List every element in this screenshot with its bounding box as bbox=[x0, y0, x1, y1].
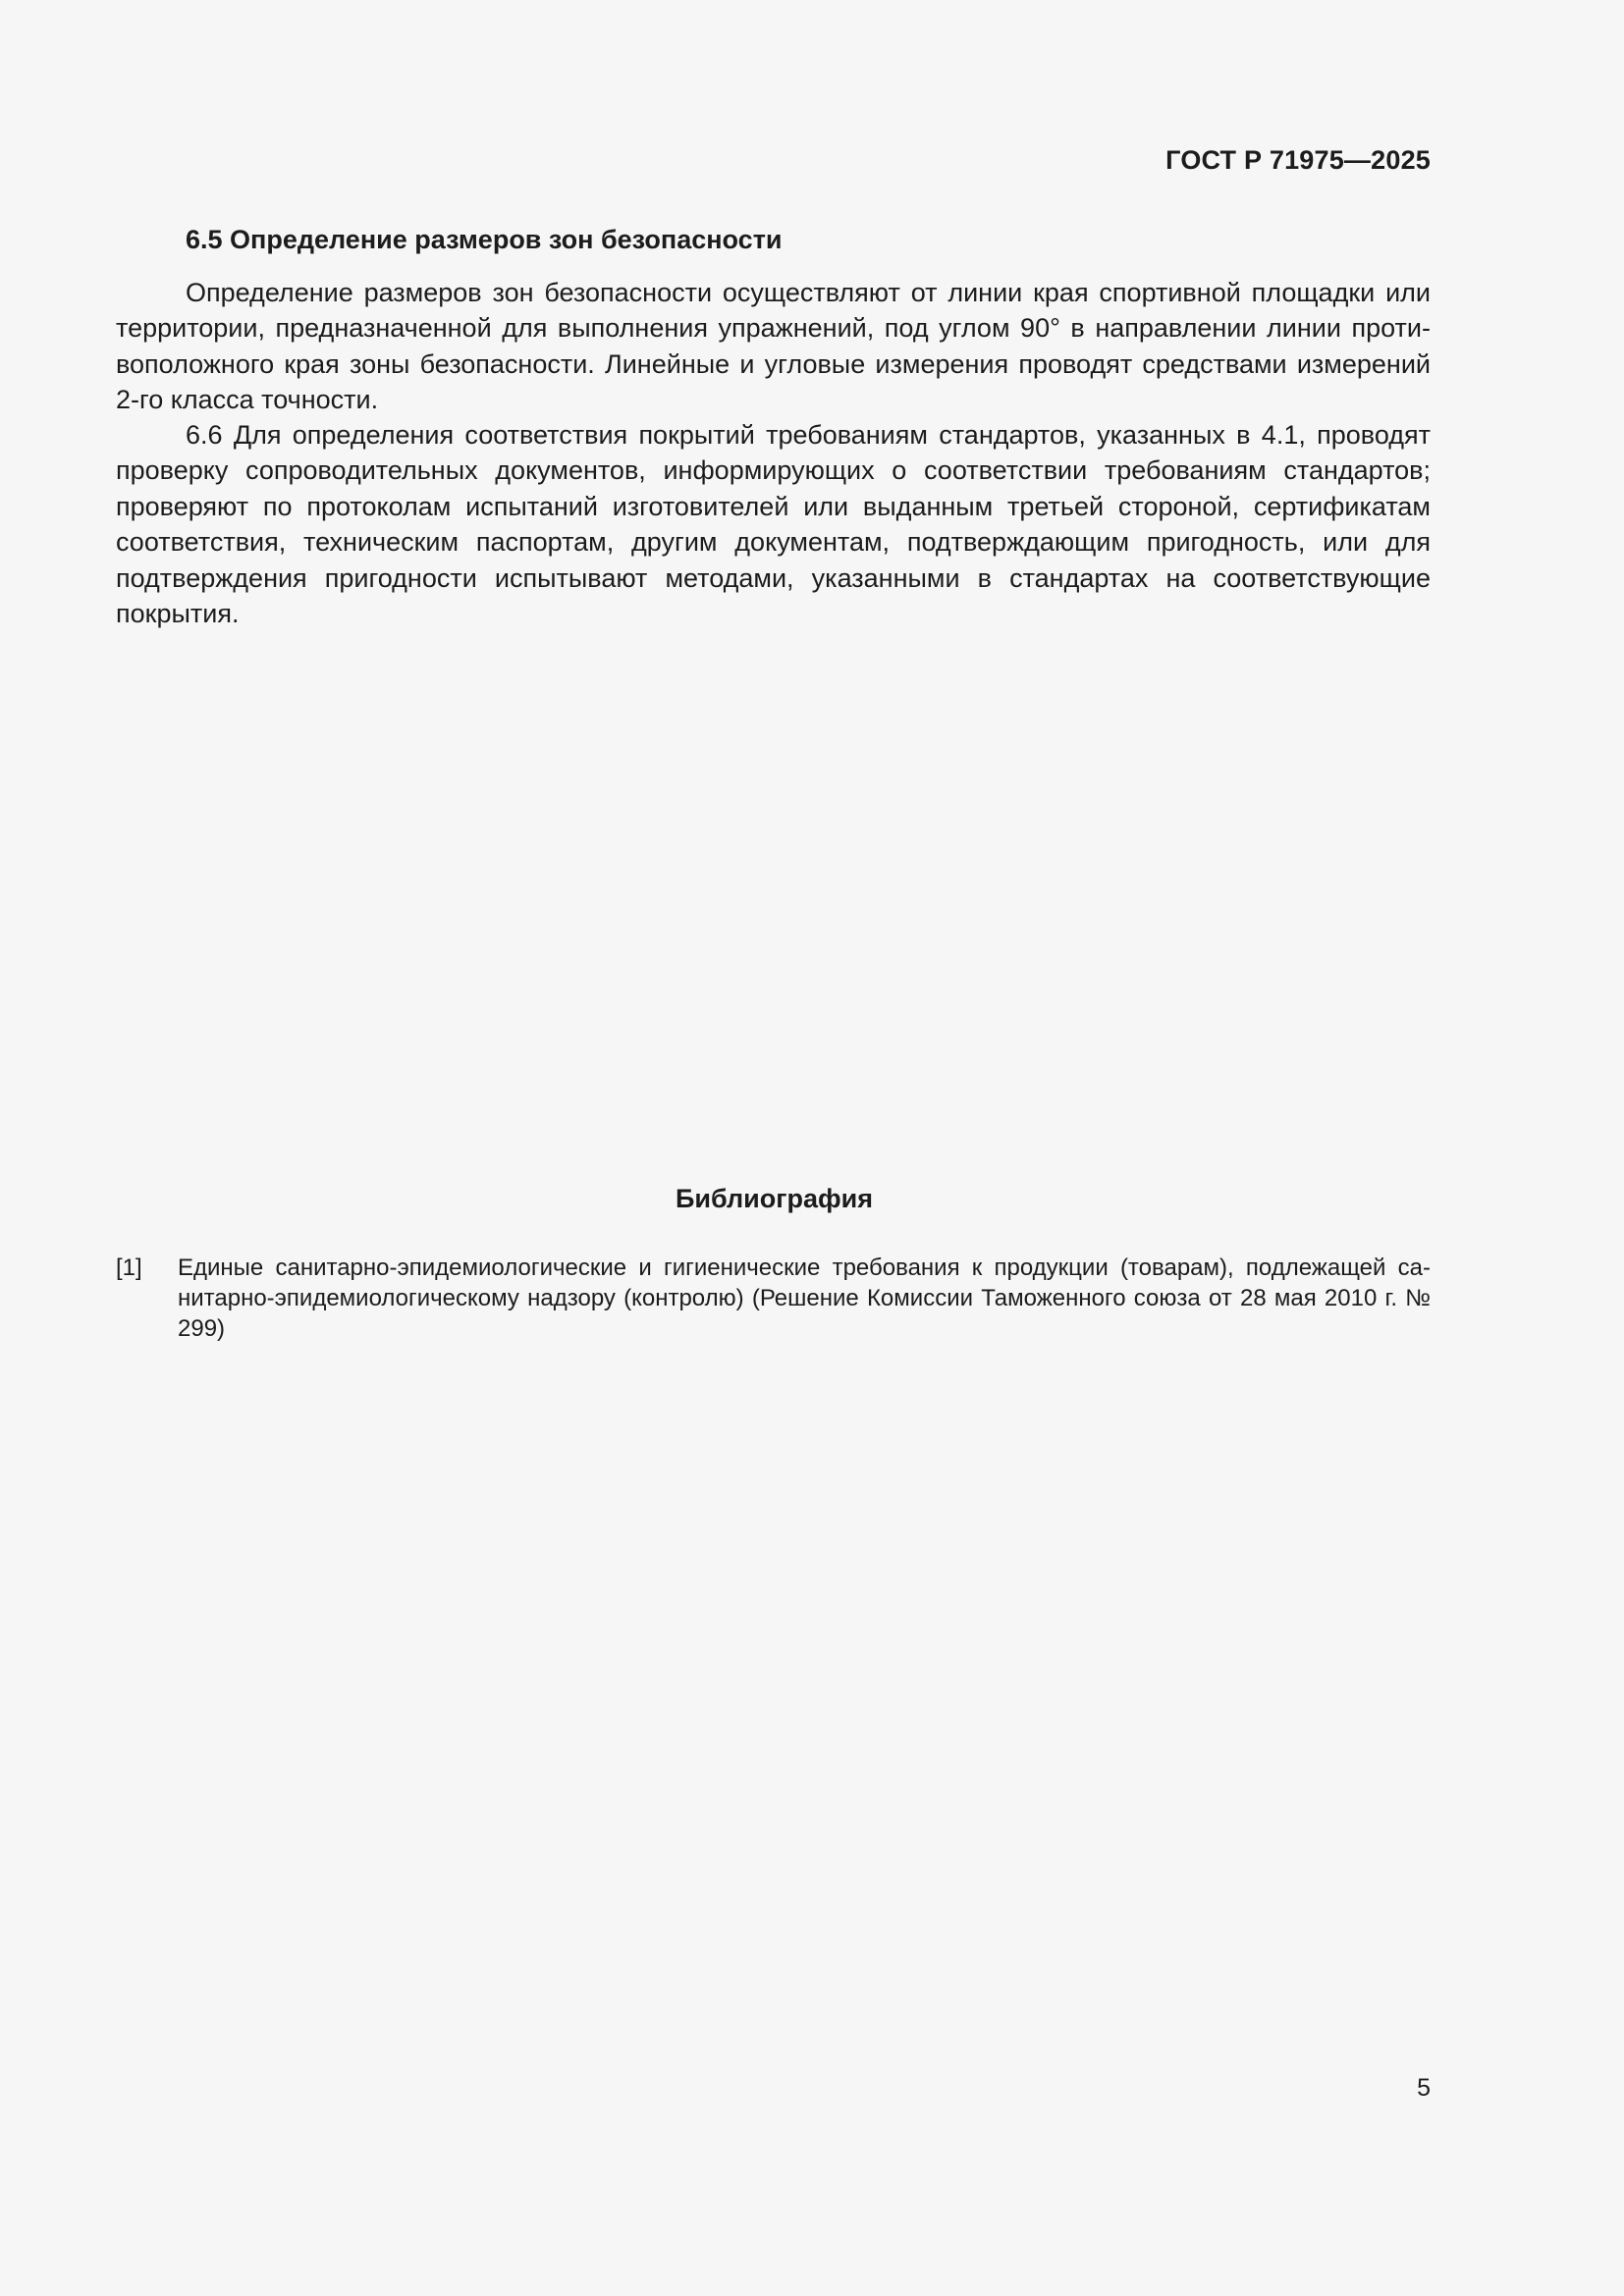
document-code: ГОСТ Р 71975—2025 bbox=[1165, 145, 1431, 175]
paragraph-zone-measurement: Определение размеров зон безопасности осуществляют от линии края спортивной площадки или территории, предназначенной для выполнения упражнений, под углом 90° в направлении линии противоположного края зоны безопасности. Линейные и угловые измерения проводят средствами измерений 2-го класса точности. bbox=[116, 278, 1431, 415]
paragraph-coating-conformity: 6.6 Для определения соответствия покрытий требованиям стандартов, указанных в 4.1, проводят проверку сопроводительных документов, информирующих о соответствии требованиям стандартов; проверяют по протоколам испытаний изготовителей или выданным третьей стороной, сертификатам соответствия, техническим паспортам, другим документам, подтверждающим пригодность, или для подтверждения пригодности испытывают методами, указанными в стандартах на соответствующие покрытия. bbox=[116, 420, 1431, 629]
bibliography-entry-number: [1] bbox=[116, 1255, 142, 1281]
section-heading: 6.5 Определение размеров зон безопасности bbox=[186, 225, 783, 254]
bibliography-title: Библиография bbox=[676, 1184, 873, 1213]
page-number: 5 bbox=[1417, 2074, 1431, 2102]
bibliography-entry-text: Единые санитарно-эпидемиологические и гигиенические требования к продукции (товарам), подлежащей санитарно-эпидемиологическому надзору (контролю) (Решение Комиссии Таможенного союза от 28 мая 2010 г. № 299) bbox=[178, 1255, 1431, 1342]
